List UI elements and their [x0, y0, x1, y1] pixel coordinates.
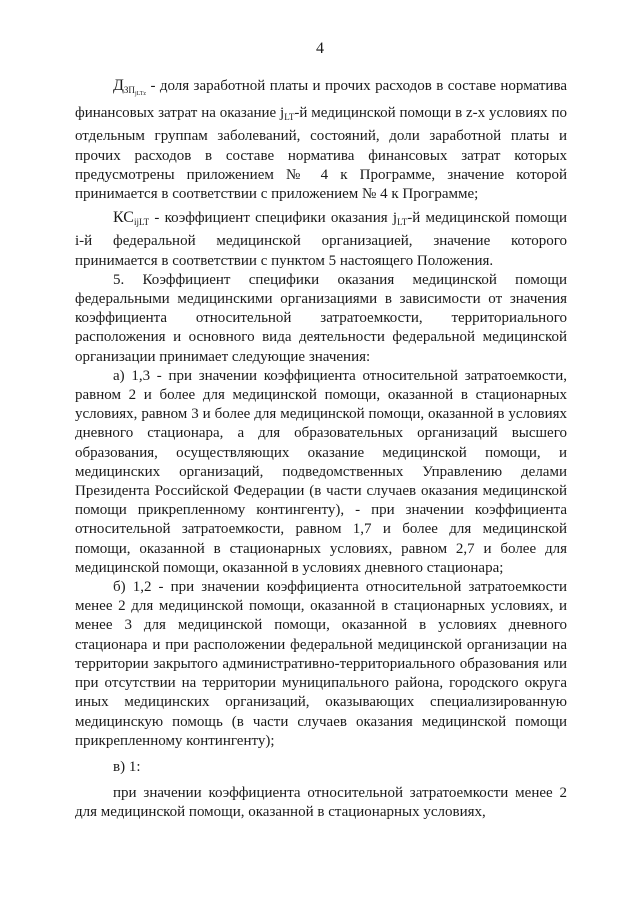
symbol-d-subscript: ЗП [123, 85, 135, 95]
paragraph-text: -й медицинской помощи в z-х условиях по отдельным группам заболеваний, состояний, доли заработной платы и прочих расходов в составе норматива финансовых затрат которых предусмотрены приложением № 4 к Программе, значение которой принимается в соответствии с приложением № 4 к Программе; [75, 105, 568, 203]
symbol-d: Д [113, 77, 124, 94]
paragraph-item-5: 5. Коэффициент специфики оказания медицинской помощи федеральными медицинскими организациями в зависимости от значения коэффициента относительной затратоемкости, территориального расположения и основного вида деятельности федеральной медицинской организации принимает следующие значения: [75, 271, 567, 365]
page-number: 4 [316, 40, 324, 57]
paragraph-text: - коэффициент специфики оказания j [149, 210, 398, 227]
paragraph-item-v: в) 1: [113, 758, 141, 775]
paragraph-ks-definition [75, 208, 567, 271]
symbol-ks-subscript: ijLT [133, 217, 150, 228]
paragraph-text: -й медицинской помощи i-й федеральной медицинской организацией, значение которого принимается в соответствии с пунктом 5 настоящего Положения. [75, 210, 567, 269]
symbol-d-subscript-index: jLTz [134, 91, 147, 97]
paragraph-item-a: а) 1,3 - при значении коэффициента относительной затратоемкости, равном 2 и более для медицинской помощи, оказанной в стационарных условиях, равном 3 и более для медицинской помощи, оказанной в условиях дневного стационара, а для образовательных организаций высшего образования, осуществляющих оказание медицинской помощи, и медицинских организаций, подведомственных Управлению делами Президента Российской Федерации (в части случаев оказания медицинской помощи прикрепленному контингенту), - при значении коэффициента относительной затратоемкости, равном 1,7 и более для медицинской помощи, оказанной в стационарных условиях, равном 2,7 и более для медицинской помощи, оказанной в условиях дневного стационара; [75, 367, 567, 576]
document-body [75, 76, 567, 823]
paragraph-item-v-continuation: при значении коэффициента относительной затратоемкости менее 2 для медицинской помощи, оказанной в стационарных условиях, [75, 785, 567, 821]
subscript-lt: LT [397, 217, 408, 228]
paragraph-item-b: б) 1,2 - при значении коэффициента относительной затратоемкости менее 2 для медицинской помощи, оказанной в стационарных условиях, и менее 3 для медицинской помощи, оказанной в условиях дневного стационара и при расположении федеральной медицинской организации на территории закрытого административно-территориального образования или при отсутствии на территории муниципального района, городского округа иных медицинских организаций, оказывающих специализированную медицинскую помощь (в части случаев оказания медицинской помощи прикрепленному контингенту); [75, 579, 567, 749]
paragraph-text: - доля заработной платы и прочих расходов в составе норматива финансовых затрат на оказание j [75, 78, 567, 122]
paragraph-dzp-definition [75, 76, 567, 204]
symbol-ks: КС [113, 209, 134, 227]
subscript-lt: LT [284, 112, 295, 123]
